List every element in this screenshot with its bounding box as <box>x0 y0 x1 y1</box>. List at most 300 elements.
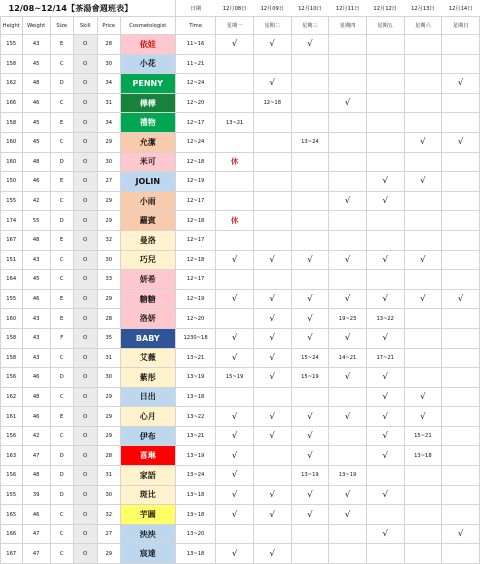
cosmetologist-name: 曼洛 <box>120 230 175 250</box>
table-row <box>1 54 480 74</box>
day-cell: √ <box>404 132 442 152</box>
weekday-header: 星期日 <box>442 17 480 35</box>
day-cell <box>404 485 442 505</box>
day-cell <box>216 74 254 94</box>
day-cell: √ <box>404 289 442 309</box>
height-cell: 156 <box>1 466 23 486</box>
day-cell: √ <box>366 289 404 309</box>
day-cell <box>442 152 480 172</box>
day-cell: 17~21 <box>366 348 404 368</box>
height-cell: 160 <box>1 132 23 152</box>
time-cell: 12~17 <box>175 191 215 211</box>
table-row <box>1 524 480 544</box>
day-cell <box>253 270 291 290</box>
size-cell: E <box>50 407 73 427</box>
height-cell: 158 <box>1 348 23 368</box>
day-cell <box>216 132 254 152</box>
table-row <box>1 230 480 250</box>
weight-cell: 42 <box>22 191 50 211</box>
day-cell <box>329 524 367 544</box>
cosmetologist-name: 宸達 <box>120 544 175 564</box>
day-cell <box>404 152 442 172</box>
weight-cell: 43 <box>22 35 50 55</box>
skill-cell: O <box>73 466 97 486</box>
cosmetologist-header: Cosmetologist <box>120 17 175 35</box>
day-cell: √ <box>366 446 404 466</box>
cosmetologist-name: 小花 <box>120 54 175 74</box>
skill-cell: O <box>73 289 97 309</box>
day-cell <box>253 132 291 152</box>
price-cell: 32 <box>97 505 120 525</box>
day-cell <box>404 211 442 231</box>
weight-cell: 39 <box>22 485 50 505</box>
day-cell: √ <box>253 407 291 427</box>
cosmetologist-name: 依娃 <box>120 35 175 55</box>
day-cell: 15~19 <box>291 368 329 388</box>
time-cell: 13~21 <box>175 348 215 368</box>
day-cell: √ <box>366 387 404 407</box>
day-cell: √ <box>442 524 480 544</box>
day-cell <box>366 230 404 250</box>
weight-cell: 48 <box>22 152 50 172</box>
price-cell: 29 <box>97 387 120 407</box>
table-row <box>1 368 480 388</box>
time-cell: 12~18 <box>175 211 215 231</box>
day-cell: √ <box>216 466 254 486</box>
day-cell: √ <box>216 485 254 505</box>
day-cell: √ <box>216 544 254 564</box>
cosmetologist-name: 允潔 <box>120 132 175 152</box>
day-cell <box>253 446 291 466</box>
table-row <box>1 35 480 55</box>
skill-cell: O <box>73 328 97 348</box>
skill-cell: O <box>73 368 97 388</box>
height-cell: 158 <box>1 113 23 133</box>
day-cell: 13~19 <box>291 466 329 486</box>
weekday-header: 星期五 <box>366 17 404 35</box>
height-cell: 158 <box>1 54 23 74</box>
date-header: 12月09日 <box>260 5 285 12</box>
day-cell <box>329 35 367 55</box>
day-cell: √ <box>253 426 291 446</box>
day-cell <box>442 230 480 250</box>
day-cell <box>253 152 291 172</box>
day-cell: 13~21 <box>216 113 254 133</box>
day-cell <box>442 407 480 427</box>
day-cell: √ <box>366 368 404 388</box>
size-cell: C <box>50 93 73 113</box>
day-cell: √ <box>291 485 329 505</box>
day-cell <box>291 54 329 74</box>
price-cell: 33 <box>97 270 120 290</box>
cosmetologist-name: 小雨 <box>120 191 175 211</box>
day-cell: √ <box>366 485 404 505</box>
skill-cell: O <box>73 524 97 544</box>
day-cell <box>366 211 404 231</box>
skill-cell: O <box>73 172 97 192</box>
day-cell <box>253 113 291 133</box>
price-cell: 30 <box>97 368 120 388</box>
table-row <box>1 74 480 94</box>
time-cell: 1230~18 <box>175 328 215 348</box>
height-cell: 167 <box>1 230 23 250</box>
day-cell <box>366 113 404 133</box>
table-row <box>1 485 480 505</box>
day-cell: √ <box>366 426 404 446</box>
price-cell: 28 <box>97 309 120 329</box>
day-cell <box>329 387 367 407</box>
weight-cell: 43 <box>22 309 50 329</box>
weekday-header: 星期三 <box>291 17 329 35</box>
table-row <box>1 407 480 427</box>
day-cell: √ <box>253 250 291 270</box>
day-cell: √ <box>329 407 367 427</box>
day-cell: √ <box>442 74 480 94</box>
cosmetologist-name: BABY <box>120 328 175 348</box>
size-cell: C <box>50 191 73 211</box>
day-cell <box>329 54 367 74</box>
table-row <box>1 172 480 192</box>
day-cell <box>442 348 480 368</box>
weight-header: Weight <box>22 17 50 35</box>
height-cell: 160 <box>1 309 23 329</box>
size-cell: C <box>50 387 73 407</box>
size-cell: C <box>50 132 73 152</box>
skill-cell: O <box>73 152 97 172</box>
weight-cell: 45 <box>22 113 50 133</box>
cosmetologist-name: 斑比 <box>120 485 175 505</box>
day-cell <box>216 524 254 544</box>
day-cell <box>216 93 254 113</box>
day-cell: √ <box>442 132 480 152</box>
day-cell: √ <box>291 35 329 55</box>
skill-header: Skill <box>73 17 97 35</box>
table-row <box>1 328 480 348</box>
day-cell <box>366 35 404 55</box>
time-cell: 13~24 <box>175 466 215 486</box>
day-cell <box>404 54 442 74</box>
date-header: 12月11日 <box>335 5 360 12</box>
day-cell: √ <box>366 407 404 427</box>
cosmetologist-name: 家語 <box>120 466 175 486</box>
day-cell <box>442 368 480 388</box>
price-cell: 32 <box>97 230 120 250</box>
day-cell <box>253 54 291 74</box>
day-cell: 休 <box>216 152 254 172</box>
day-cell: √ <box>291 426 329 446</box>
day-cell <box>404 328 442 348</box>
weight-cell: 48 <box>22 466 50 486</box>
cosmetologist-name: 蘿賓 <box>120 211 175 231</box>
day-cell <box>291 172 329 192</box>
table-row <box>1 152 480 172</box>
price-cell: 30 <box>97 250 120 270</box>
sheet-title: 12/08~12/14【茶湯會週班表】 <box>1 0 176 17</box>
day-cell <box>404 544 442 564</box>
size-cell: C <box>50 250 73 270</box>
day-cell <box>253 211 291 231</box>
size-cell: C <box>50 426 73 446</box>
day-cell: √ <box>253 485 291 505</box>
price-cell: 29 <box>97 544 120 564</box>
height-cell: 160 <box>1 152 23 172</box>
day-cell: √ <box>404 250 442 270</box>
day-cell <box>404 74 442 94</box>
day-cell <box>216 191 254 211</box>
time-cell: 12~19 <box>175 172 215 192</box>
day-cell: 13~18 <box>404 446 442 466</box>
skill-cell: O <box>73 446 97 466</box>
price-cell: 28 <box>97 446 120 466</box>
cosmetologist-name: 妍希 <box>120 270 175 290</box>
day-cell <box>291 191 329 211</box>
day-cell <box>404 505 442 525</box>
price-cell: 30 <box>97 54 120 74</box>
time-cell: 13~19 <box>175 368 215 388</box>
weight-cell: 48 <box>22 74 50 94</box>
skill-cell: O <box>73 74 97 94</box>
day-cell <box>442 54 480 74</box>
cosmetologist-name: 伊布 <box>120 426 175 446</box>
weight-cell: 43 <box>22 348 50 368</box>
day-cell: √ <box>216 250 254 270</box>
price-cell: 29 <box>97 426 120 446</box>
weight-cell: 55 <box>22 211 50 231</box>
date-header: 12月12日 <box>373 5 397 12</box>
date-header: 12月13日 <box>411 5 435 12</box>
day-cell <box>442 250 480 270</box>
day-cell: √ <box>216 407 254 427</box>
day-cell: √ <box>442 289 480 309</box>
day-cell: √ <box>216 426 254 446</box>
time-header: Time <box>175 17 215 35</box>
size-cell: E <box>50 309 73 329</box>
day-cell <box>404 466 442 486</box>
size-cell: E <box>50 230 73 250</box>
day-cell: √ <box>291 446 329 466</box>
height-cell: 161 <box>1 407 23 427</box>
cosmetologist-name: PENNY <box>120 74 175 94</box>
cosmetologist-name: 洛妍 <box>120 309 175 329</box>
price-cell: 28 <box>97 35 120 55</box>
day-cell: 15~19 <box>216 368 254 388</box>
price-cell: 29 <box>97 407 120 427</box>
day-cell <box>404 309 442 329</box>
height-cell: 155 <box>1 289 23 309</box>
day-cell <box>442 485 480 505</box>
weight-cell: 46 <box>22 407 50 427</box>
day-cell <box>442 93 480 113</box>
day-cell <box>291 152 329 172</box>
day-cell <box>329 230 367 250</box>
day-cell <box>329 270 367 290</box>
day-cell <box>366 270 404 290</box>
day-cell <box>442 309 480 329</box>
size-cell: C <box>50 524 73 544</box>
time-cell: 11~21 <box>175 54 215 74</box>
size-cell: D <box>50 74 73 94</box>
cosmetologist-name: 巧兒 <box>120 250 175 270</box>
day-cell <box>442 466 480 486</box>
skill-cell: O <box>73 35 97 55</box>
height-cell: 155 <box>1 191 23 211</box>
day-cell: 15~24 <box>291 348 329 368</box>
price-cell: 31 <box>97 93 120 113</box>
day-cell <box>442 270 480 290</box>
size-header: Size <box>50 17 73 35</box>
cosmetologist-name: 米可 <box>120 152 175 172</box>
time-cell: 12~19 <box>175 289 215 309</box>
day-cell: √ <box>291 505 329 525</box>
size-cell: D <box>50 211 73 231</box>
size-cell: C <box>50 54 73 74</box>
date-header: 12月10日 <box>298 5 322 12</box>
size-cell: D <box>50 152 73 172</box>
time-cell: 13~18 <box>175 544 215 564</box>
size-cell: C <box>50 505 73 525</box>
size-cell: D <box>50 485 73 505</box>
time-cell: 12~18 <box>175 250 215 270</box>
price-cell: 29 <box>97 132 120 152</box>
height-cell: 156 <box>1 368 23 388</box>
day-cell: 14~21 <box>329 348 367 368</box>
day-cell: 休 <box>216 211 254 231</box>
time-cell: 13~22 <box>175 407 215 427</box>
weight-cell: 48 <box>22 387 50 407</box>
skill-cell: O <box>73 230 97 250</box>
height-cell: 166 <box>1 524 23 544</box>
weight-cell: 46 <box>22 368 50 388</box>
table-row <box>1 250 480 270</box>
weight-cell: 48 <box>22 230 50 250</box>
day-cell: √ <box>404 172 442 192</box>
day-cell: 13~19 <box>329 466 367 486</box>
day-cell: √ <box>253 368 291 388</box>
weight-cell: 43 <box>22 250 50 270</box>
day-cell <box>404 524 442 544</box>
skill-cell: O <box>73 485 97 505</box>
table-row <box>1 191 480 211</box>
skill-cell: O <box>73 93 97 113</box>
size-cell: F <box>50 328 73 348</box>
day-cell <box>442 426 480 446</box>
time-cell: 12~17 <box>175 270 215 290</box>
weight-cell: 47 <box>22 524 50 544</box>
day-cell <box>366 74 404 94</box>
weight-cell: 43 <box>22 328 50 348</box>
time-cell: 12~18 <box>175 152 215 172</box>
size-cell: D <box>50 368 73 388</box>
weight-cell: 46 <box>22 93 50 113</box>
skill-cell: O <box>73 348 97 368</box>
table-row <box>1 466 480 486</box>
day-cell <box>442 211 480 231</box>
day-cell: √ <box>366 172 404 192</box>
size-cell: E <box>50 172 73 192</box>
height-cell: 167 <box>1 544 23 564</box>
day-cell: 13~22 <box>366 309 404 329</box>
day-cell <box>404 230 442 250</box>
day-cell: √ <box>216 348 254 368</box>
day-cell: 15~21 <box>404 426 442 446</box>
time-cell: 12~24 <box>175 132 215 152</box>
weight-cell: 42 <box>22 426 50 446</box>
day-cell: √ <box>329 93 367 113</box>
day-cell: √ <box>253 348 291 368</box>
table-row <box>1 211 480 231</box>
day-cell <box>404 368 442 388</box>
cosmetologist-name: 日出 <box>120 387 175 407</box>
height-cell: 156 <box>1 426 23 446</box>
size-cell: E <box>50 113 73 133</box>
height-cell: 155 <box>1 35 23 55</box>
cosmetologist-name: 禮物 <box>120 113 175 133</box>
table-row <box>1 505 480 525</box>
size-cell: E <box>50 35 73 55</box>
day-cell <box>329 426 367 446</box>
cosmetologist-name: 紫彤 <box>120 368 175 388</box>
day-cell: 19~23 <box>329 309 367 329</box>
height-cell: 150 <box>1 172 23 192</box>
day-cell <box>329 74 367 94</box>
table-row <box>1 309 480 329</box>
day-cell: √ <box>216 289 254 309</box>
day-cell: √ <box>291 250 329 270</box>
day-cell <box>216 270 254 290</box>
cosmetologist-name: JOLIN <box>120 172 175 192</box>
table-row <box>1 113 480 133</box>
day-cell <box>253 387 291 407</box>
day-cell: √ <box>329 250 367 270</box>
table-row <box>1 270 480 290</box>
day-cell <box>253 524 291 544</box>
day-cell <box>442 387 480 407</box>
price-cell: 29 <box>97 191 120 211</box>
price-cell: 31 <box>97 348 120 368</box>
schedule-rows <box>1 35 480 564</box>
table-row <box>1 544 480 564</box>
day-cell <box>329 152 367 172</box>
height-cell: 163 <box>1 446 23 466</box>
price-cell: 31 <box>97 466 120 486</box>
day-cell <box>366 466 404 486</box>
time-cell: 12~20 <box>175 309 215 329</box>
day-cell <box>366 544 404 564</box>
day-cell <box>216 387 254 407</box>
weight-cell: 47 <box>22 544 50 564</box>
day-cell <box>253 191 291 211</box>
weekday-header: 星期四 <box>329 17 367 35</box>
day-cell <box>291 230 329 250</box>
skill-cell: O <box>73 407 97 427</box>
day-cell: √ <box>366 524 404 544</box>
cosmetologist-name: 樺樺 <box>120 93 175 113</box>
cosmetologist-name: 喜琳 <box>120 446 175 466</box>
day-cell <box>291 211 329 231</box>
day-cell <box>404 113 442 133</box>
time-cell: 13~20 <box>175 524 215 544</box>
price-cell: 35 <box>97 328 120 348</box>
size-cell: C <box>50 348 73 368</box>
time-cell: 12~20 <box>175 93 215 113</box>
time-cell: 13~19 <box>175 446 215 466</box>
skill-cell: O <box>73 132 97 152</box>
date-label: 日期 <box>190 5 202 12</box>
day-cell <box>366 132 404 152</box>
day-cell <box>329 544 367 564</box>
price-cell: 29 <box>97 289 120 309</box>
weight-cell: 47 <box>22 446 50 466</box>
